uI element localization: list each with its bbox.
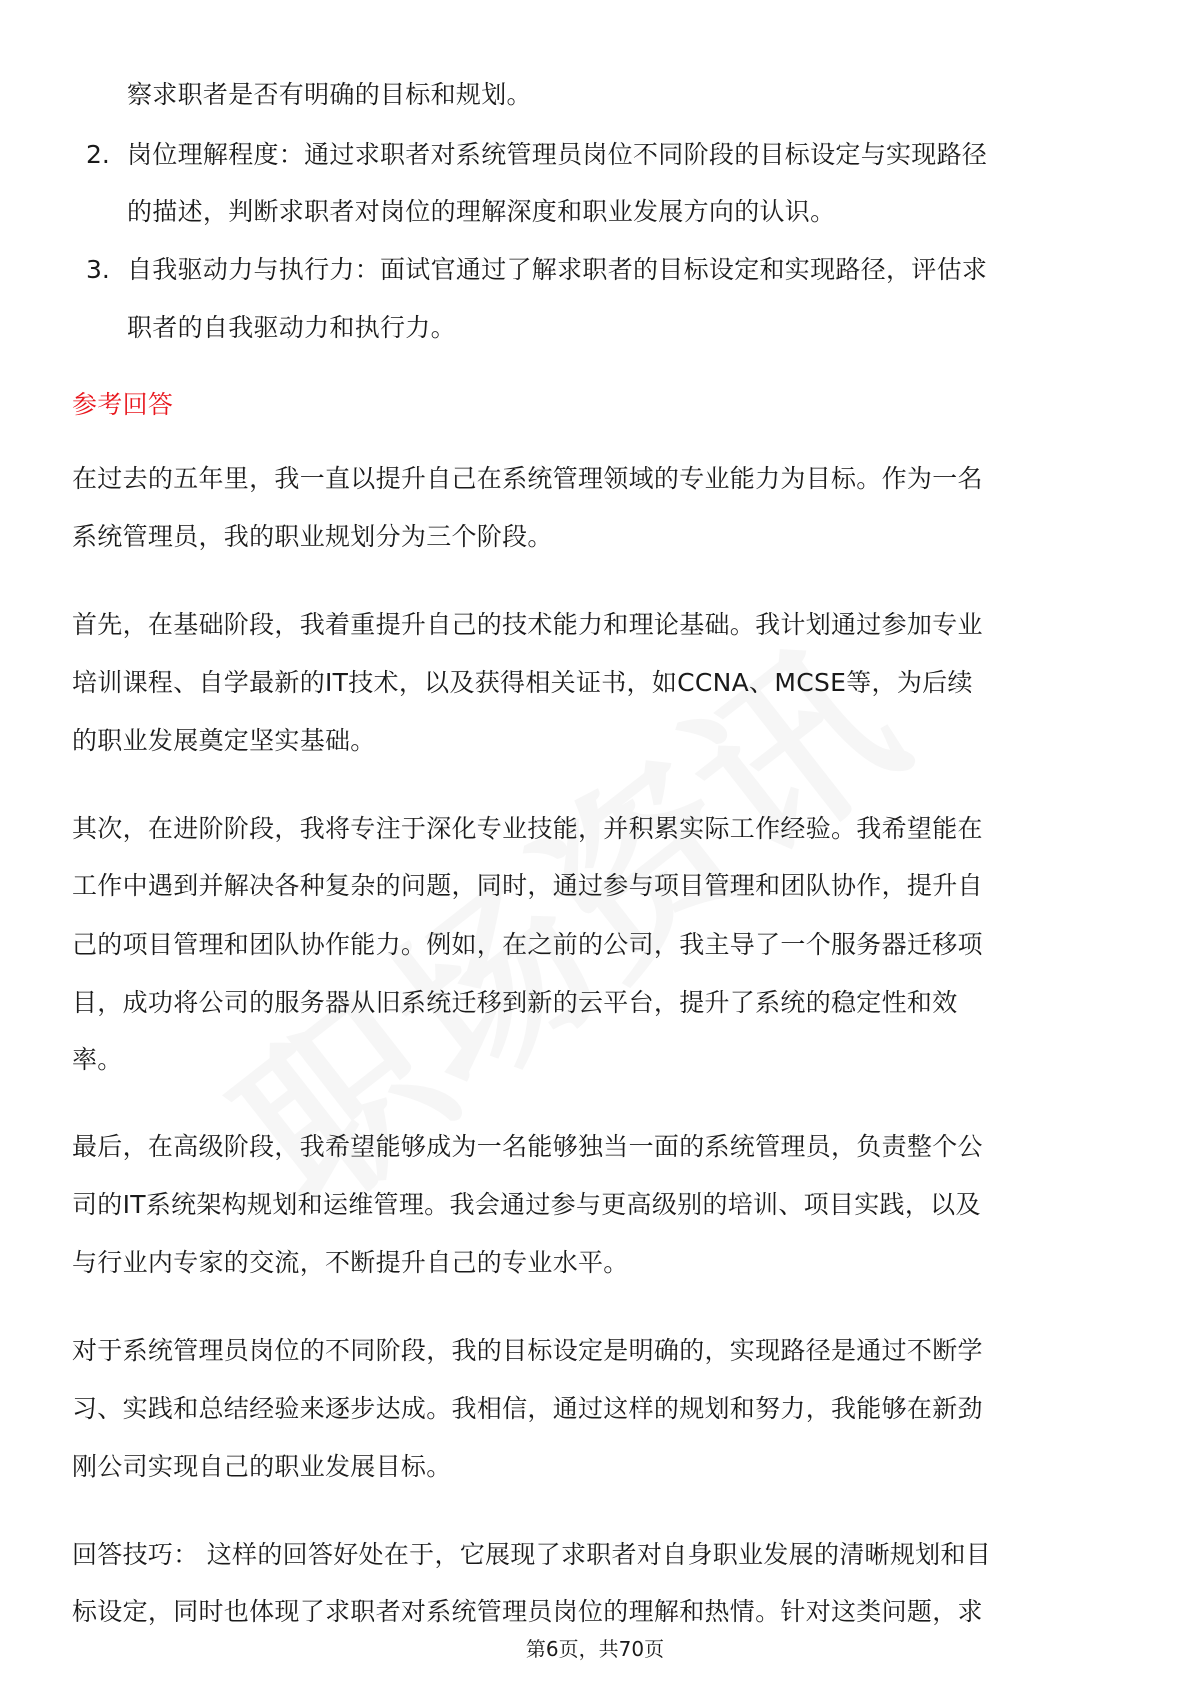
section-heading: 参考回答	[72, 390, 174, 419]
text-line: 的职业发展奠定坚实基础。	[72, 726, 376, 755]
text-line: 回答技巧： 这样的回答好处在于，它展现了求职者对自身职业发展的清晰规划和目	[72, 1540, 992, 1569]
text-line: 率。	[72, 1045, 123, 1074]
text-line: 自我驱动力与执行力：面试官通过了解求职者的目标设定和实现路径，评估求	[127, 255, 988, 284]
text-line: 首先，在基础阶段，我着重提升自己的技术能力和理论基础。我计划通过参加专业	[72, 610, 983, 639]
text-line: 其次，在进阶阶段，我将专注于深化专业技能，并积累实际工作经验。我希望能在	[72, 814, 983, 843]
text-line: 察求职者是否有明确的目标和规划。	[127, 80, 532, 109]
text-line: 司的IT系统架构规划和运维管理。我会通过参与更高级别的培训、项目实践，以及	[72, 1190, 981, 1219]
page-footer: 第6页，共70页	[525, 1637, 665, 1661]
text-line: 习、实践和总结经验来逐步达成。我相信，通过这样的规划和努力，我能够在新劲	[72, 1394, 983, 1423]
text-line: 在过去的五年里，我一直以提升自己在系统管理领域的专业能力为目标。作为一名	[72, 464, 983, 493]
text-line: 对于系统管理员岗位的不同阶段，我的目标设定是明确的，实现路径是通过不断学	[72, 1336, 983, 1365]
list-number: 2.	[86, 140, 110, 169]
text-line: 标设定，同时也体现了求职者对系统管理员岗位的理解和热情。针对这类问题，求	[72, 1597, 983, 1626]
text-line: 的描述，判断求职者对岗位的理解深度和职业发展方向的认识。	[127, 197, 836, 226]
text-line: 系统管理员，我的职业规划分为三个阶段。	[72, 522, 553, 551]
text-line: 培训课程、自学最新的IT技术，以及获得相关证书，如CCNA、MCSE等，为后续	[72, 668, 973, 697]
text-line: 己的项目管理和团队协作能力。例如，在之前的公司，我主导了一个服务器迁移项	[72, 930, 983, 959]
list-number: 3.	[86, 255, 110, 284]
text-line: 刚公司实现自己的职业发展目标。	[72, 1452, 452, 1481]
text-line: 最后，在高级阶段，我希望能够成为一名能够独当一面的系统管理员，负责整个公	[72, 1132, 983, 1161]
text-line: 职者的自我驱动力和执行力。	[127, 313, 456, 342]
text-line: 与行业内专家的交流，不断提升自己的专业水平。	[72, 1248, 629, 1277]
text-line: 岗位理解程度：通过求职者对系统管理员岗位不同阶段的目标设定与实现路径	[127, 140, 988, 169]
text-line: 工作中遇到并解决各种复杂的问题，同时，通过参与项目管理和团队协作，提升自	[72, 871, 983, 900]
text-line: 目，成功将公司的服务器从旧系统迁移到新的云平台，提升了系统的稳定性和效	[72, 988, 958, 1017]
